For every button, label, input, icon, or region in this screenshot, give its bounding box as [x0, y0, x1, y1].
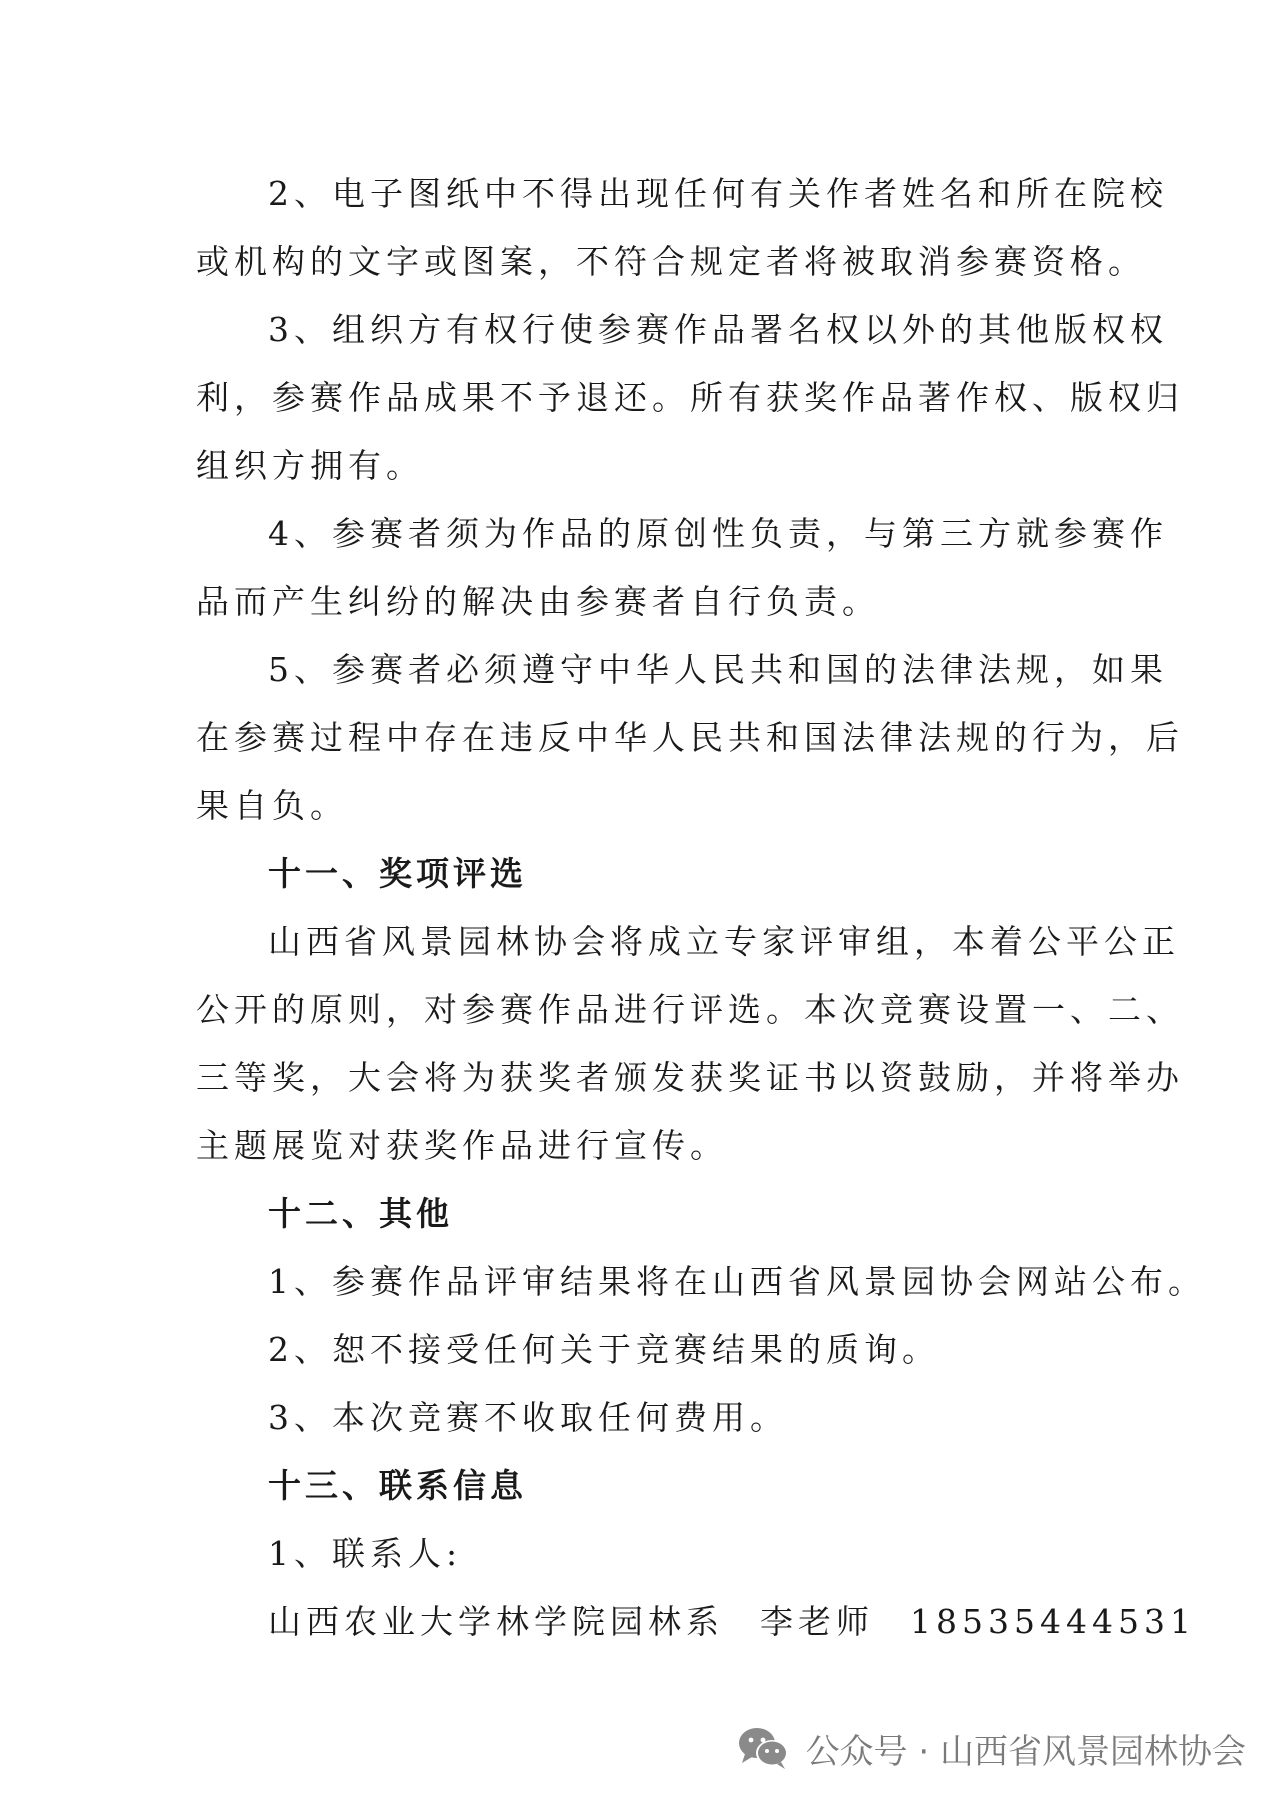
paragraph-line: 在参赛过程中存在违反中华人民共和国法律法规的行为，后 [196, 718, 1184, 757]
paragraph-line: 4、参赛者须为作品的原创性负责，与第三方就参赛作 [268, 514, 1168, 553]
paragraph-line: 或机构的文字或图案，不符合规定者将被取消参赛资格。 [196, 242, 1146, 281]
paragraph-line: 利，参赛作品成果不予退还。所有获奖作品著作权、版权归 [196, 378, 1184, 417]
paragraph-line: 1、参赛作品评审结果将在山西省风景园协会网站公布。 [268, 1262, 1206, 1301]
watermark-footer [736, 1718, 1246, 1778]
section-heading: 十三、联系信息 [268, 1466, 527, 1505]
paragraph-line: 品而产生纠纷的解决由参赛者自行负责。 [196, 582, 880, 621]
contact-org: 山西农业大学林学院园林系 [268, 1602, 724, 1641]
watermark-text: 公众号 · 山西省风景园林协会 [805, 1731, 1246, 1772]
paragraph-line: 三等奖，大会将为获奖者颁发获奖证书以资鼓励，并将举办 [196, 1058, 1184, 1097]
section-heading: 十二、其他 [268, 1194, 453, 1233]
paragraph-line: 3、本次竞赛不收取任何费用。 [268, 1398, 788, 1437]
paragraph-line: 5、参赛者必须遵守中华人民共和国的法律法规，如果 [268, 650, 1168, 689]
contact-phone: 18535444531 [910, 1602, 1196, 1641]
paragraph-line: 公开的原则，对参赛作品进行评选。本次竞赛设置一、二、 [196, 990, 1184, 1029]
paragraph-line: 果自负。 [196, 786, 348, 825]
paragraph-line: 组织方拥有。 [196, 446, 424, 485]
document-body [196, 160, 1206, 1656]
contact-name: 李老师 [760, 1602, 874, 1641]
paragraph-line: 山西省风景园林协会将成立专家评审组，本着公平公正 [268, 922, 1180, 961]
paragraph-line: 1、联系人: [268, 1534, 463, 1573]
wechat-icon [736, 1724, 792, 1772]
section-heading: 十一、奖项评选 [268, 854, 527, 893]
paragraph-line: 主题展览对获奖作品进行宣传。 [196, 1126, 728, 1165]
paragraph-line: 3、组织方有权行使参赛作品署名权以外的其他版权权 [268, 310, 1168, 349]
paragraph-line: 2、电子图纸中不得出现任何有关作者姓名和所在院校 [268, 174, 1168, 213]
contact-line [196, 1588, 1196, 1656]
paragraph-line: 2、恕不接受任何关于竞赛结果的质询。 [268, 1330, 940, 1369]
